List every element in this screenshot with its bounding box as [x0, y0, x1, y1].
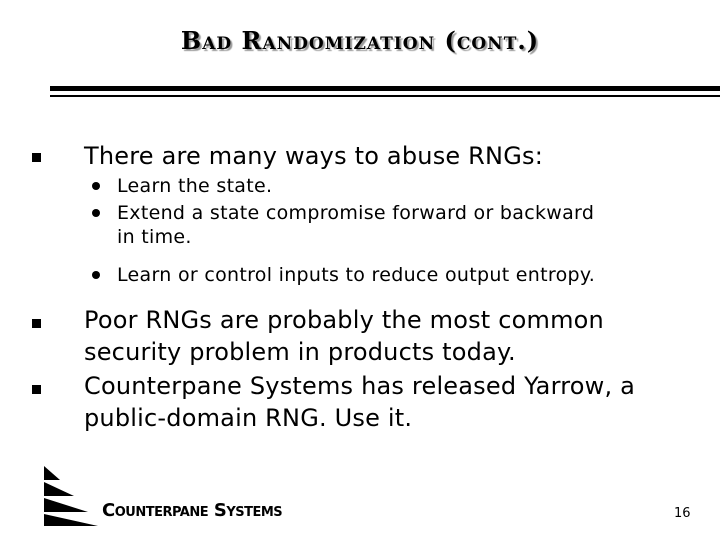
bullet-text-continued: public-domain RNG. Use it.: [84, 404, 413, 432]
bullet-dot-icon: [92, 209, 100, 217]
title-rule-thin: [50, 95, 720, 97]
subbullet-text: Learn the state.: [117, 175, 273, 197]
bullet-square-icon: [32, 319, 41, 328]
logo-wordmark: Counterpane Systems: [102, 500, 283, 521]
counterpane-logo-icon: [44, 466, 98, 526]
bullet-dot-icon: [92, 271, 100, 279]
bullet-square-icon: [32, 153, 41, 162]
subbullet-text-continued: in time.: [117, 226, 192, 248]
bullet-text-continued: security problem in products today.: [84, 338, 516, 366]
bullet-text: Poor RNGs are probably the most common: [84, 306, 604, 334]
subbullet-text: Extend a state compromise forward or backward: [117, 202, 595, 224]
page-number: 16: [674, 506, 691, 521]
bullet-text: There are many ways to abuse RNGs:: [84, 142, 544, 170]
bullet-dot-icon: [92, 182, 100, 190]
slide-title: Bad Randomization (cont.): [180, 26, 540, 55]
bullet-text: Counterpane Systems has released Yarrow, a: [84, 372, 636, 400]
subbullet-text: Learn or control inputs to reduce output entropy.: [117, 264, 596, 286]
title-rule-thick: [50, 86, 720, 91]
bullet-square-icon: [32, 385, 41, 394]
